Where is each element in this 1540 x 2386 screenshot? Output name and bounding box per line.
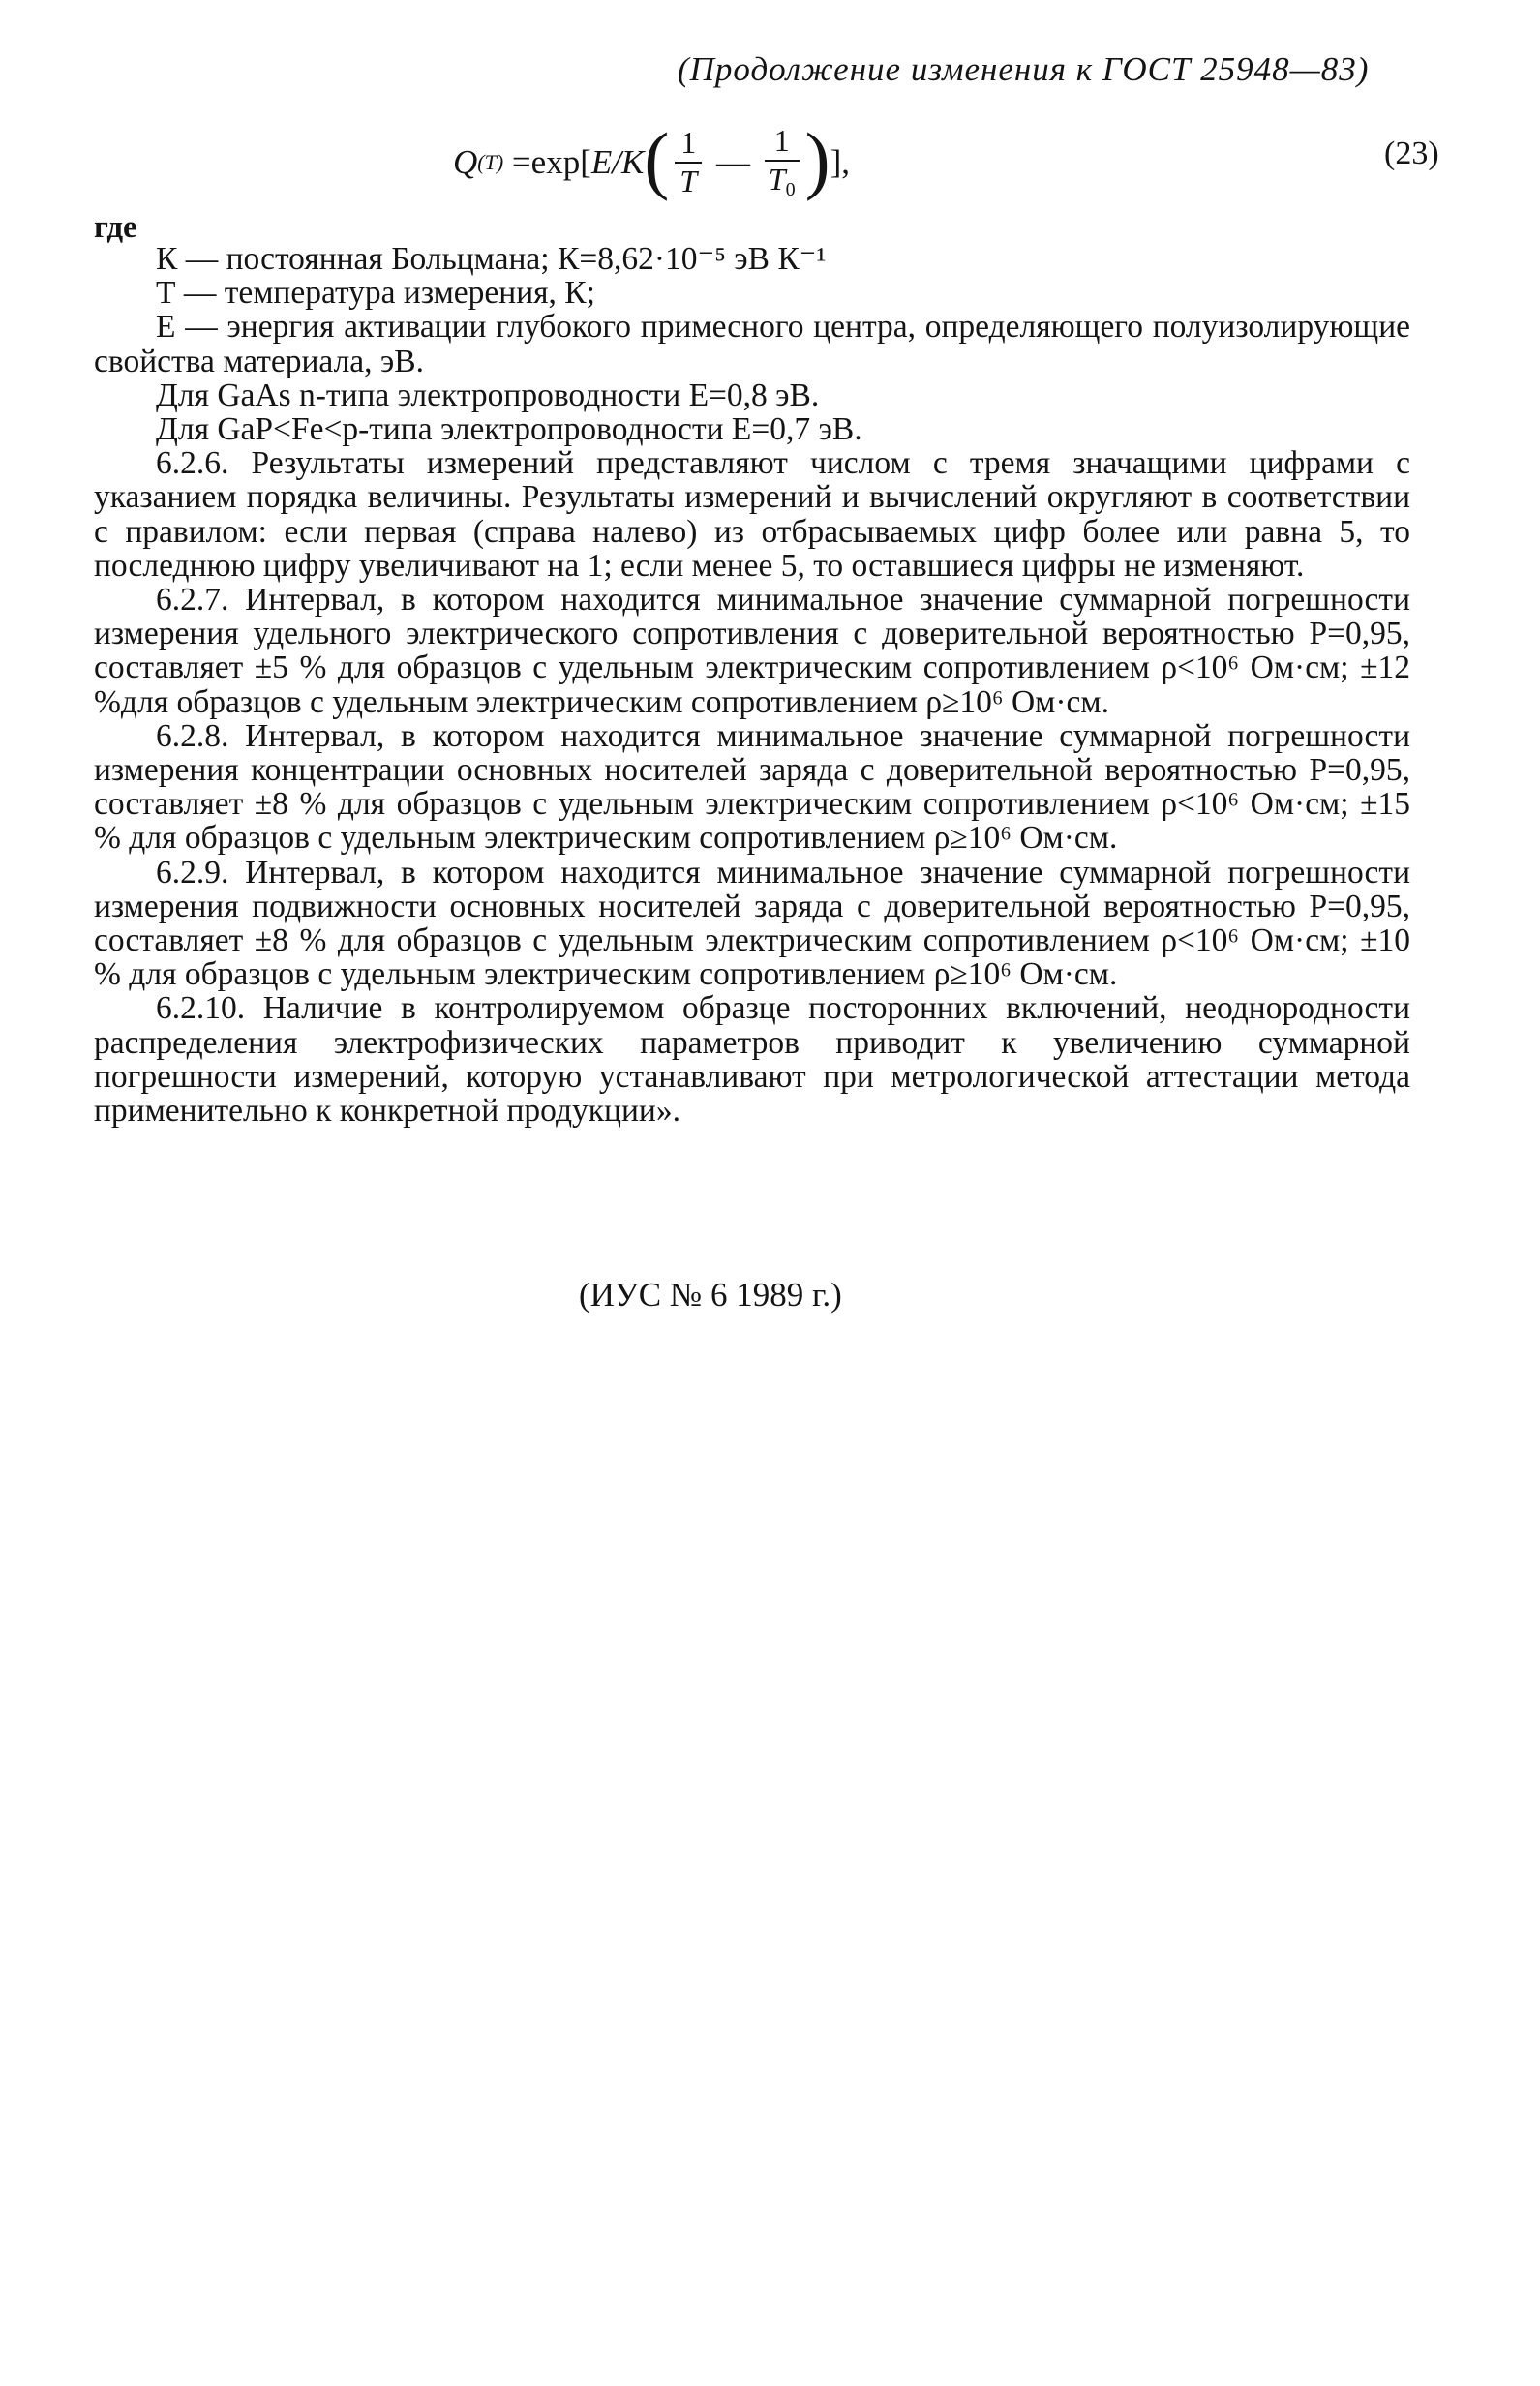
formula-lhs-sub: (T) <box>477 150 504 174</box>
formula-eq: =exp[ <box>503 143 591 181</box>
page-header: (Продолжение изменения к ГОСТ 25948—83) <box>678 50 1370 88</box>
paragraph-k-definition: К — постоянная Больцмана; К=8,62·10⁻⁵ эВ К⁻¹ <box>156 241 827 277</box>
formula-paren-open: ( <box>644 117 670 201</box>
fraction-2-den-sub: 0 <box>785 178 796 200</box>
paragraph-t-definition: Т — температура измерения, К; <box>156 275 595 312</box>
fraction-1-numerator: 1 <box>680 125 697 161</box>
fraction-2-denominator <box>765 161 800 200</box>
formula-ek: E/K <box>590 143 645 181</box>
where-label: где <box>94 210 137 245</box>
source-reference: (ИУС № 6 1989 г.) <box>579 1276 842 1314</box>
paragraph-6-2-10: 6.2.10. Наличие в контролируемом образце посторонних включений, неоднородности распределения электрофизических параметров приводит к увеличению суммарной погрешности измерений, которую устанавливают при метрологической аттестации метода применительно к конкретной продукции». <box>94 990 1410 1130</box>
paragraph-6-2-7: 6.2.7. Интервал, в котором находится минимальное значение суммарной погрешности измерения удельного электрического сопротивления с доверительной вероятностью Р=0,95, составляет ±5 % для образцов с удельным электрическим сопротивлением ρ<10⁶ Ом·см; ±12 %для образцов с удельным электрическим сопротивлением ρ≥10⁶ Ом·см. <box>94 582 1410 720</box>
equation-number: (23) <box>1384 136 1439 171</box>
formula-paren-close: ) <box>804 117 830 201</box>
formula-fraction-1 <box>675 127 702 197</box>
paragraph-6-2-8: 6.2.8. Интервал, в котором находится минимальное значение суммарной погрешности измерения концентрации основных носителей заряда с доверительной вероятностью Р=0,95, составляет ±8 % для образцов с удельным электрическим сопротивлением ρ<10⁶ Ом·см; ±15 % для образцов с удельным электрическим сопротивлением ρ≥10⁶ Ом·см. <box>94 717 1410 857</box>
paragraph-gaas: Для GaAs n-типа электропроводности Е=0,8 эВ. <box>156 377 820 413</box>
formula-fraction-2 <box>765 125 800 200</box>
fraction-2-numerator: 1 <box>773 123 790 159</box>
document-body <box>94 242 1410 1128</box>
paragraph-gap: Для GaP<Fe<p-типа электропроводности Е=0,7 эВ. <box>156 411 862 448</box>
formula-23 <box>453 114 850 211</box>
formula-lhs: Q <box>453 143 478 181</box>
paragraph-e-definition: Е — энергия активации глубокого примесного центра, определяющего полуизолирующие свойства материала, эВ. <box>94 309 1410 379</box>
formula-close: ], <box>830 143 850 181</box>
fraction-1-denominator: T <box>679 164 698 198</box>
paragraph-6-2-6: 6.2.6. Результаты измерений представляют числом с тремя значащими цифрами с указанием порядка величины. Результаты измерений и вычислений округляют в соответствии с правилом: если первая (справа налево) из отбрасываемых цифр более или равна 5, то последнюю цифру увеличивают на 1; если менее 5, то оставшиеся цифры не изменяют. <box>94 445 1410 584</box>
fraction-2-den-letter: T <box>768 161 786 196</box>
paragraph-6-2-9: 6.2.9. Интервал, в котором находится минимальное значение суммарной погрешности измерения подвижности основных носителей заряда с доверительной вероятностью Р=0,95, составляет ±8 % для образцов с удельным электрическим сопротивлением ρ<10⁶ Ом·см; ±10 % для образцов с удельным электрическим сопротивлением ρ≥10⁶ Ом·см. <box>94 854 1410 993</box>
formula-minus: — <box>708 143 759 181</box>
